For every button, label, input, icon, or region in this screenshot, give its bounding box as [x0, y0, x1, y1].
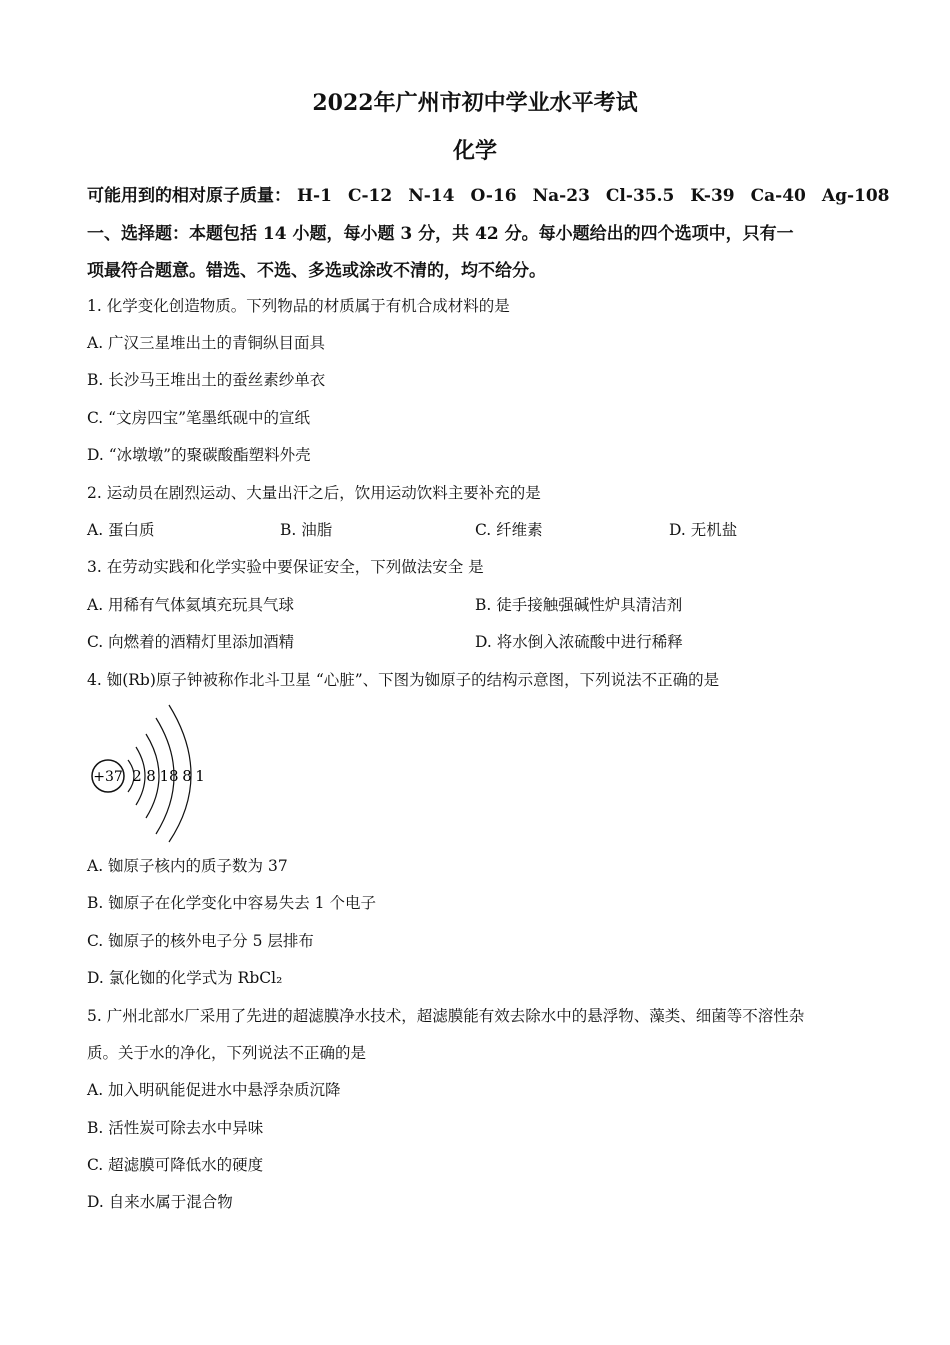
question-3-option-a: A. 用稀有气体氦填充玩具气球 — [87, 596, 295, 614]
question-1-option-d: D. “冰墩墩”的聚碳酸酯塑料外壳 — [87, 446, 311, 464]
question-5-stem-line1: 5. 广州北部水厂采用了先进的超滤膜净水技术，超滤膜能有效去除水中的悬浮物、藻类、细菌等不溶性杂 — [87, 1007, 805, 1025]
mass-item: K-39 — [690, 186, 735, 206]
subject-title: 化学 — [452, 138, 497, 164]
mass-item: Ag-108 — [821, 186, 890, 206]
question-3-option-c: C. 向燃着的酒精灯里添加酒精 — [87, 633, 295, 651]
question-4-option-a: A. 铷原子核内的质子数为 37 — [87, 857, 288, 875]
shell-electron-count: 18 — [159, 767, 179, 785]
mass-item: C-12 — [347, 186, 393, 206]
shell-electron-count: 8 — [182, 767, 192, 785]
nucleus-charge: +37 — [93, 769, 123, 785]
question-1-option-c: C. “文房四宝”笔墨纸砚中的宣纸 — [87, 409, 311, 427]
question-2-option-c: C. 纤维素 — [475, 521, 543, 539]
rubidium-atom-diagram — [85, 700, 220, 845]
question-1-stem: 1. 化学变化创造物质。下列物品的材质属于有机合成材料的是 — [87, 297, 510, 315]
question-3-options-row1 — [87, 593, 867, 615]
mass-item: N-14 — [408, 186, 455, 206]
shell-electron-count: 8 — [146, 767, 156, 785]
question-4-option-b: B. 铷原子在化学变化中容易失去 1 个电子 — [87, 894, 376, 912]
mass-item: Ca-40 — [750, 186, 806, 206]
question-3-stem: 3. 在劳动实践和化学实验中要保证安全，下列做法安全 是 — [87, 558, 484, 576]
atomic-masses — [87, 181, 890, 206]
question-1-option-a: A. 广汉三星堆出土的青铜纵目面具 — [87, 334, 326, 352]
question-4-option-c: C. 铷原子的核外电子分 5 层排布 — [87, 932, 314, 950]
mass-item: O-16 — [470, 186, 517, 206]
question-3-option-d: D. 将水倒入浓硫酸中进行稀释 — [475, 633, 683, 651]
question-5-option-b: B. 活性炭可除去水中异味 — [87, 1119, 264, 1137]
question-5-option-d: D. 自来水属于混合物 — [87, 1193, 233, 1211]
mass-item: Na-23 — [532, 186, 590, 206]
question-5-option-c: C. 超滤膜可降低水的硬度 — [87, 1156, 264, 1174]
question-2-options — [87, 518, 867, 540]
question-2-stem: 2. 运动员在剧烈运动、大量出汗之后，饮用运动饮料主要补充的是 — [87, 484, 541, 502]
mass-item: H-1 — [297, 186, 332, 206]
shell-electron-count: 2 — [132, 767, 142, 785]
question-4-option-d: D. 氯化铷的化学式为 RbCl₂ — [87, 969, 283, 987]
mass-item: Cl-35.5 — [605, 186, 675, 206]
question-2-option-b: B. 油脂 — [280, 521, 333, 539]
question-2-option-d: D. 无机盐 — [669, 521, 738, 539]
question-5-option-a: A. 加入明矾能促进水中悬浮杂质沉降 — [87, 1081, 341, 1099]
atomic-masses-label: 可能用到的相对原子质量： — [87, 186, 291, 206]
section-instruction-line1: 一、选择题：本题包括 14 小题，每小题 3 分，共 42 分。每小题给出的四个选项中，只有一 — [87, 224, 794, 244]
question-4-stem: 4. 铷(Rb)原子钟被称作北斗卫星 “心脏”、下图为铷原子的结构示意图，下列说法不正确的是 — [87, 671, 720, 689]
section-instruction-line2: 项最符合题意。错选、不选、多选或涂改不清的，均不给分。 — [87, 261, 546, 281]
question-5-stem-line2: 质。关于水的净化，下列说法不正确的是 — [87, 1044, 367, 1062]
question-2-option-a: A. 蛋白质 — [87, 521, 155, 539]
question-3-option-b: B. 徒手接触强碱性炉具清洁剂 — [475, 596, 683, 614]
shell-electron-count: 1 — [195, 767, 205, 785]
question-1-option-b: B. 长沙马王堆出土的蚕丝素纱单衣 — [87, 371, 326, 389]
question-3-options-row2 — [87, 630, 867, 652]
exam-title: 2022年广州市初中学业水平考试 — [312, 90, 638, 116]
